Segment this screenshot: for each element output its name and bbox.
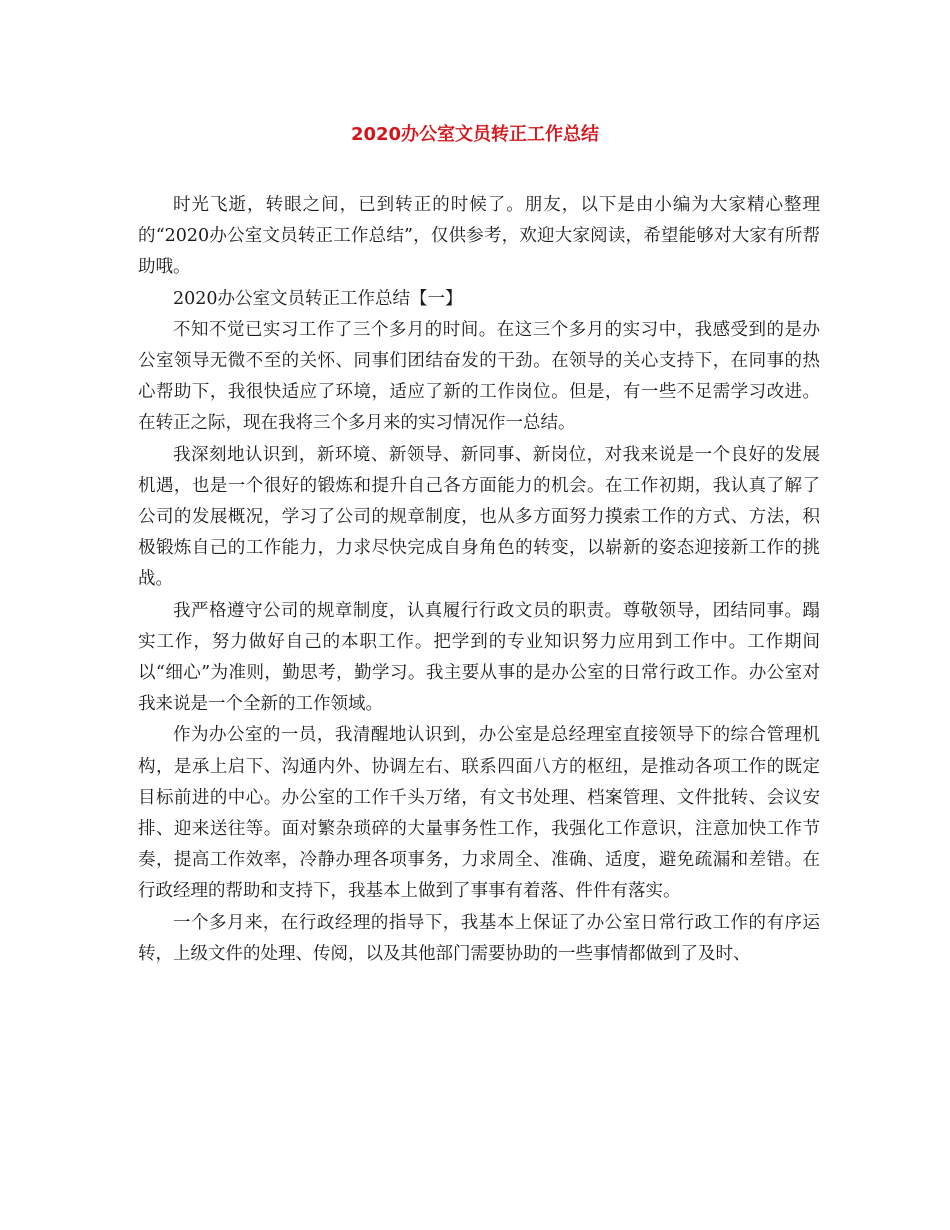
paragraph: 我严格遵守公司的规章制度，认真履行行政文员的职责。尊敬领导，团结同事。蹋实工作，努力做好自己的本职工作。把学到的专业知识努力应用到工作中。工作期间以“细心”为准则，勤思考，勤学习。我主要从事的是办公室的日常行政工作。办公室对我来说是一个全新的工作领域。 (138, 600, 820, 715)
paragraph: 不知不觉已实习工作了三个多月的时间。在这三个多月的实习中，我感受到的是办公室领导无微不至的关怀、同事们团结奋发的干劲。在领导的关心支持下，在同事的热心帮助下，我很快适应了环境，适应了新的工作岗位。但是，有一些不足需学习改进。在转正之际，现在我将三个多月来的实习情况作一总结。 (138, 319, 820, 434)
paragraph: 我深刻地认识到，新环境、新领导、新同事、新岗位，对我来说是一个良好的发展机遇，也是一个很好的锻炼和提升自己各方面能力的机会。在工作初期，我认真了解了公司的发展概况，学习了公司的规章制度，也从多方面努力摸索工作的方式、方法，积极锻炼自己的工作能力，力求尽快完成自身角色的转变，以崭新的姿态迎接新工作的挑战。 (138, 444, 820, 590)
document-body (138, 190, 820, 970)
paragraph: 作为办公室的一员，我清醒地认识到，办公室是总经理室直接领导下的综合管理机构，是承上启下、沟通内外、协调左右、联系四面八方的枢纽，是推动各项工作的既定目标前进的中心。办公室的工作千头万绪，有文书处理、档案管理、文件批转、会议安排、迎来送往等。面对繁杂琐碎的大量事务性工作，我强化工作意识，注意加快工作节奏，提高工作效率，冷静办理各项事务，力求周全、准确、适度，避免疏漏和差错。在行政经理的帮助和支持下，我基本上做到了事事有着落、件件有落实。 (138, 725, 820, 902)
section-heading: 2020办公室文员转正工作总结【一】 (173, 288, 463, 309)
paragraph-intro: 时光飞逝，转眼之间，已到转正的时候了。朋友，以下是由小编为大家精心整理的“2020办公室文员转正工作总结”，仅供参考，欢迎大家阅读，希望能够对大家有所帮助哦。 (138, 195, 820, 278)
document-title: 2020办公室文员转正工作总结 (350, 124, 600, 145)
paragraph: 一个多月来，在行政经理的指导下，我基本上保证了办公室日常行政工作的有序运转，上级文件的处理、传阅，以及其他部门需要协助的一些事情都做到了及时、 (138, 912, 820, 964)
